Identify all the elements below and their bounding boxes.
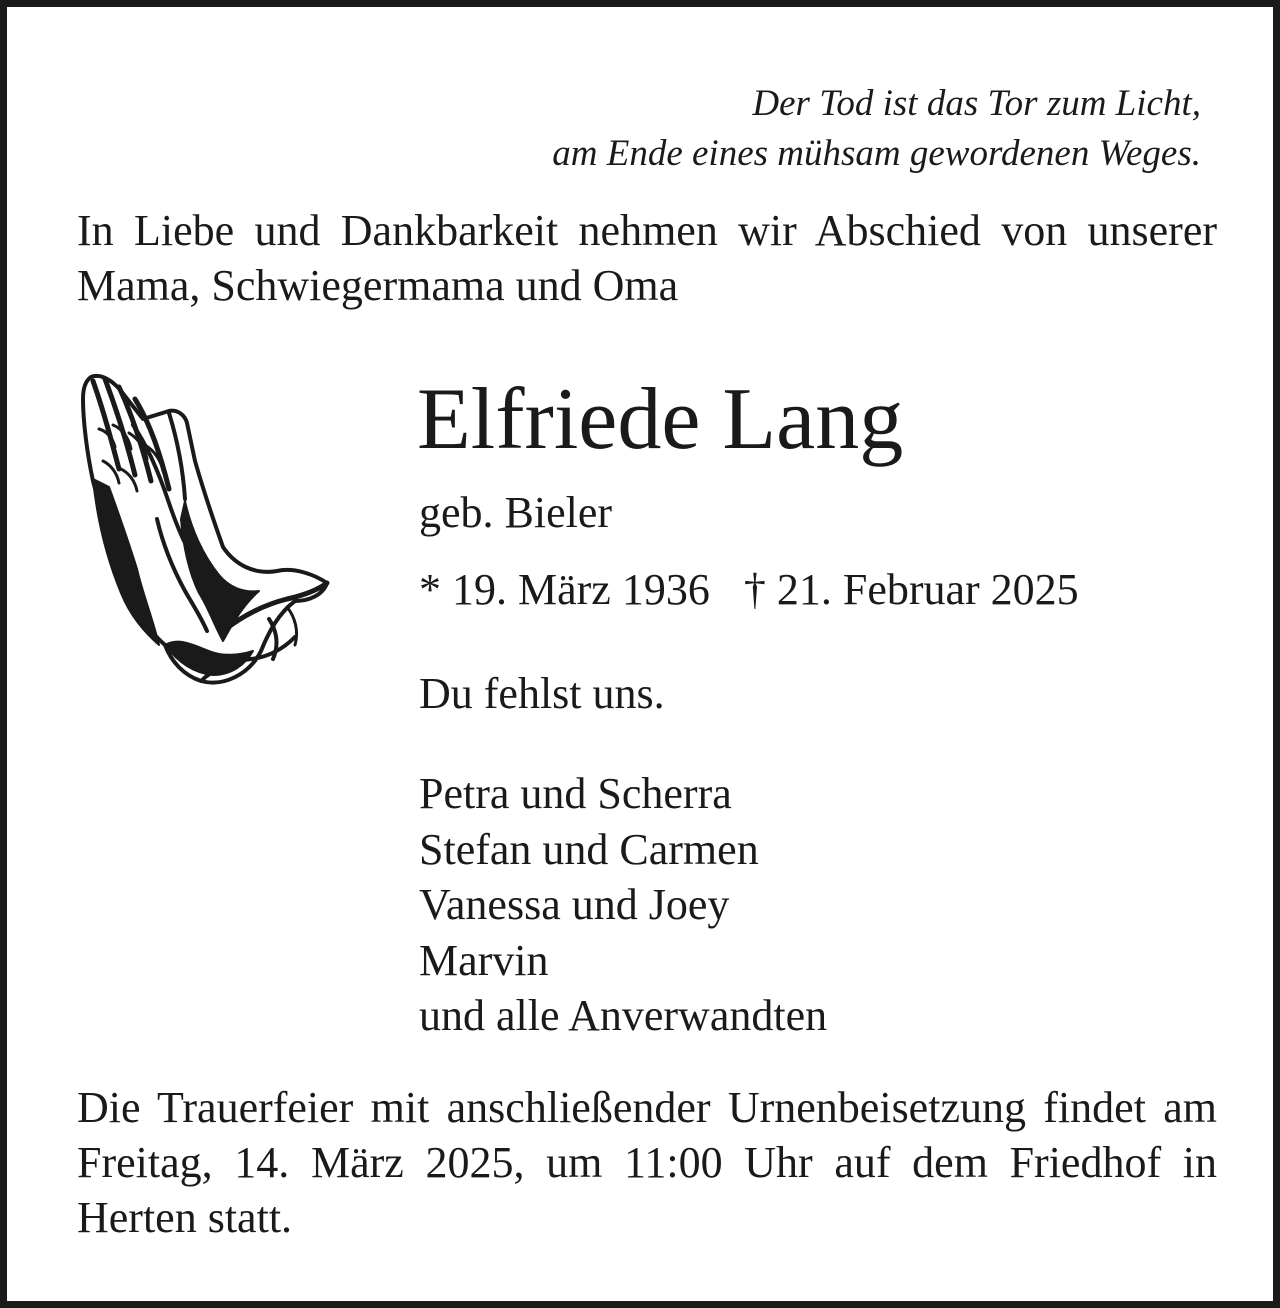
life-dates <box>419 562 1079 617</box>
maiden-name: geb. Bieler <box>419 488 613 537</box>
motto-line-1: Der Tod ist das Tor zum Licht, <box>752 83 1201 124</box>
mourner-item: Petra und Scherra <box>419 769 732 818</box>
mourner-item: Vanessa und Joey <box>419 880 730 929</box>
praying-hands-icon <box>73 369 331 689</box>
mourner-item: Stefan und Carmen <box>419 824 759 874</box>
motto-line-2: am Ende eines mühsam gewordenen Weges. <box>552 133 1201 174</box>
death-date: † 21. Februar 2025 <box>743 565 1079 614</box>
funeral-service-notice: Die Trauerfeier mit anschließender Urnenbeisetzung findet am Freitag, 14. März 2025, um 11:00 Uhr auf dem Friedhof in Herten statt. <box>77 1083 1217 1242</box>
deceased-name: Elfriede Lang <box>417 371 904 468</box>
intro-text: In Liebe und Dankbarkeit nehmen wir Abschied von unserer Mama, Schwiegermama und Oma <box>77 206 1217 310</box>
farewell-message: Du fehlst uns. <box>419 669 665 718</box>
mourners-list <box>419 766 827 1044</box>
mourner-item: und alle Anverwandten <box>419 991 828 1040</box>
mourner-item: Marvin <box>419 935 549 985</box>
motto-quote <box>552 79 1201 179</box>
birth-date: * 19. März 1936 <box>419 565 710 614</box>
